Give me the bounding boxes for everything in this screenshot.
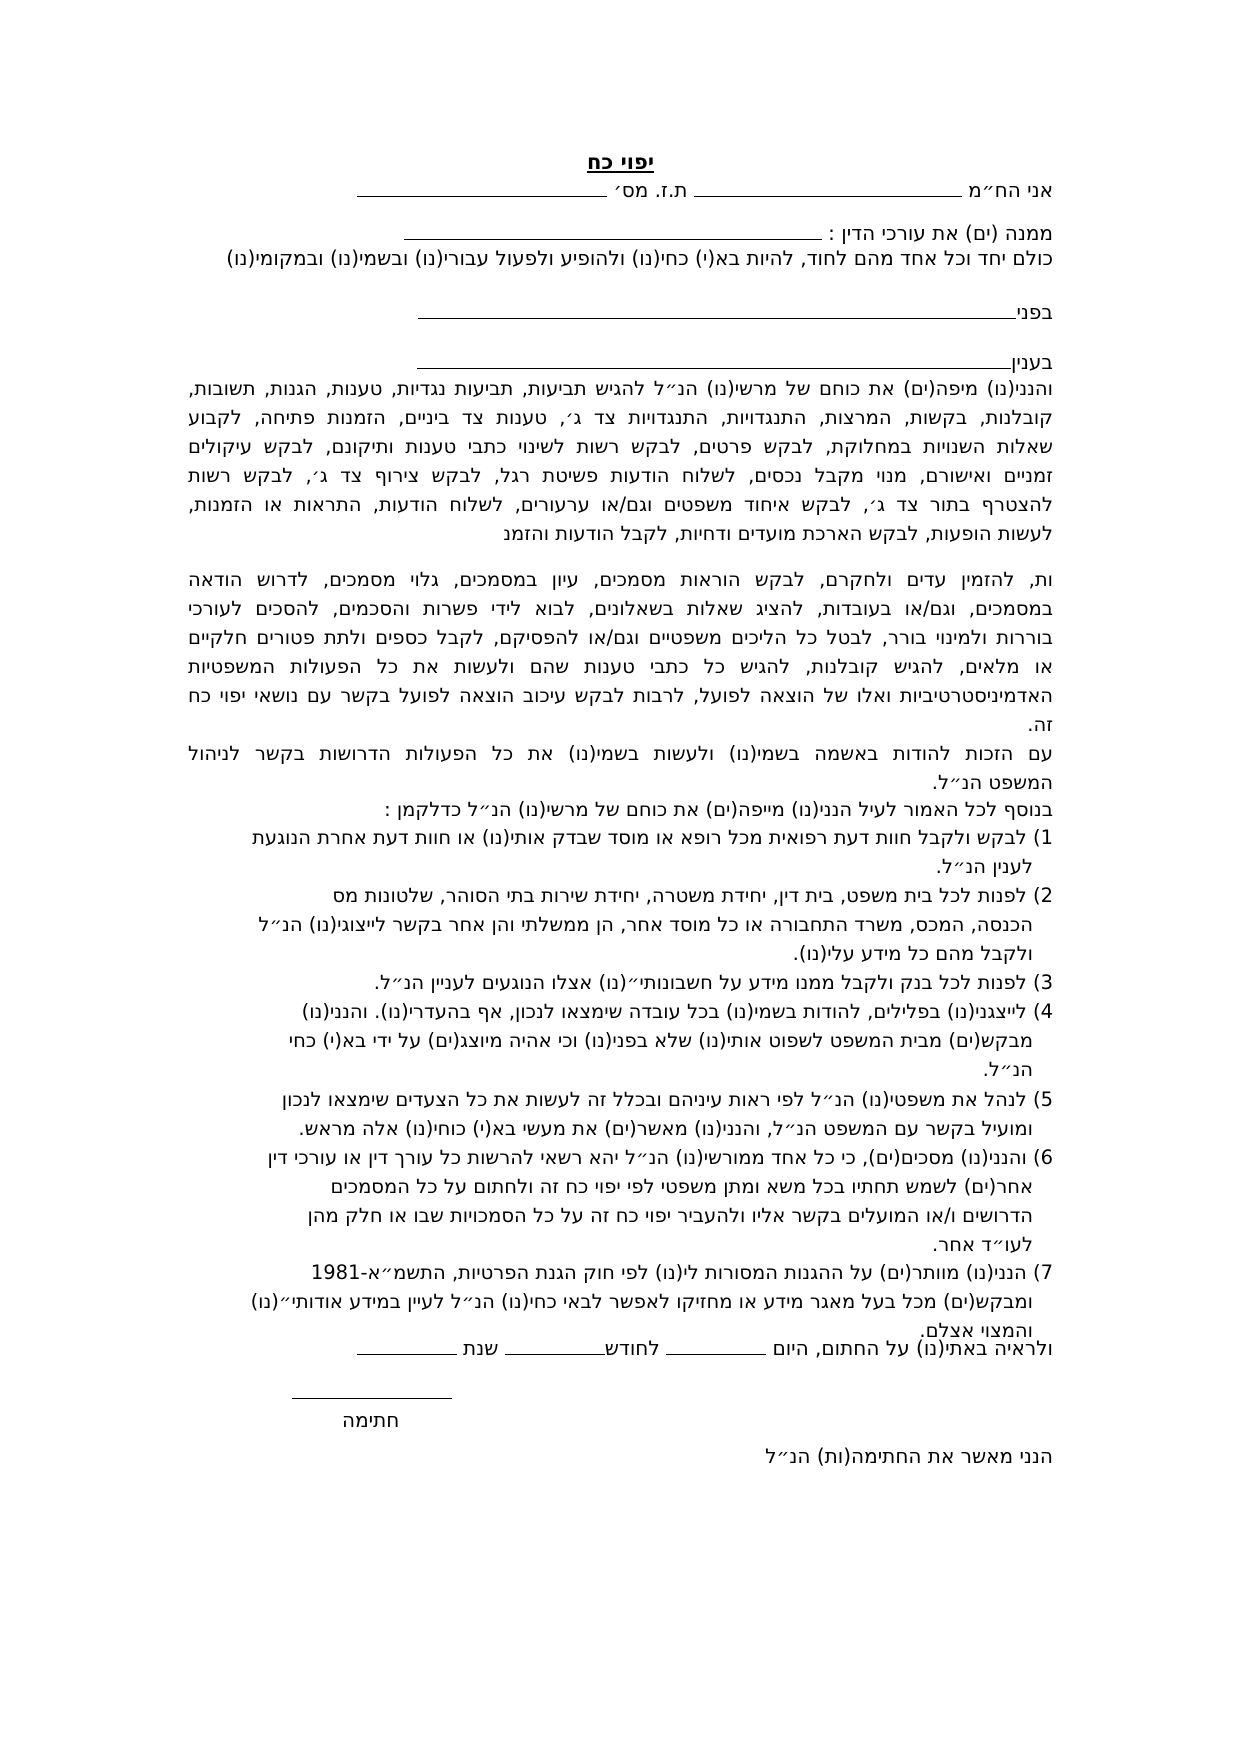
- paragraph-line: המשפט הנ״ל.: [931, 771, 1053, 794]
- paragraph-line: זה.: [1027, 713, 1053, 736]
- signature-label: חתימה: [342, 1408, 400, 1432]
- signature-line[interactable]: [292, 1398, 452, 1399]
- item-line: ומועיל בקשר עם המשפט הנ״ל, והנני(נו) מאשר(ים) את מעשי בא(י) כוחי(נו) אלה מראש.: [298, 1117, 1033, 1140]
- item-text: לפנות לכל בנק ולקבל ממנו מידע על חשבונותי״(נו) אצלו הנוגעים לעניין הנ״ל.: [373, 971, 1027, 994]
- list-item: [233, 1258, 1053, 1345]
- matter-label: בענין: [1010, 350, 1053, 374]
- item-text: לפנות לכל בית משפט, בית דין, יחידת משטרה, יחידת שירות בתי הסוהר, שלטונות מס: [332, 884, 1027, 907]
- item-number: 2): [1032, 884, 1053, 907]
- list-item: [233, 1143, 1053, 1259]
- item-line: הדרושים ו/או המועלים בקשר אליו ולהעביר יפוי כח זה על כל הסמכויות שבו או חלק מהן: [307, 1204, 1033, 1227]
- item-line: [233, 1258, 1053, 1287]
- appoint-label: ממנה (ים) את עורכי הדין :: [828, 221, 1053, 245]
- item-number: 1): [1032, 826, 1053, 849]
- item-number: 3): [1032, 971, 1053, 994]
- list-item: [233, 823, 1053, 881]
- item-text: הנני(נו) מוותר(ים) על ההגנות המסורות לי(נו) לפי חוק הגנת הפרטיות, התשמ״א-1981: [310, 1261, 1027, 1284]
- item-line: [233, 1143, 1053, 1172]
- paragraph-line: קובלנות, בקשות, המרצות, התנגדויות, התנגדויות צד ג׳, טענות צד ביניים, הזמנות פתיחה, לקבוע: [188, 406, 1053, 429]
- document-title: יפוי כח: [586, 150, 655, 174]
- item-text: לייצגני(נו) בפלילים, להודות בשמי(נו) בכל עובדה שימצאו לנכון, אף בהעדרי(נו). והנני(נו): [301, 1000, 1027, 1023]
- grantor-name-blank[interactable]: [694, 176, 962, 197]
- matter-blank[interactable]: [417, 348, 1011, 369]
- item-line: לענין הנ״ל.: [935, 855, 1033, 878]
- paragraph-line: שאלות השנויות במחלוקת, לבקש פרטים, לבקש רשות לשינוי כתבי טענות ותיקונם, לבקש עיקולים: [188, 435, 1053, 458]
- item-line: [233, 997, 1053, 1026]
- grantor-line: [357, 176, 1053, 203]
- item-line: מבקש(ים) מבית המשפט לשפוט אותי(נו) שלא בפני(נו) וכי אהיה מיוצג(ים) על ידי בא(י) כחי: [288, 1029, 1033, 1052]
- item-line: לעו״ד אחר.: [932, 1233, 1033, 1256]
- paragraph-line: לעשות הופעות, לבקש הארכת מועדים ודחיות, לקבל הודעות והזמנ: [503, 522, 1053, 545]
- powers-paragraph-3: [188, 739, 1053, 797]
- item-text: לבקש ולקבל חוות דעת רפואית מכל רופא או מוסד שבדק אותי(נו) או חוות דעת אחרת הנוגעת: [252, 826, 1027, 849]
- item-line: [233, 823, 1053, 852]
- before-line: [418, 298, 1053, 325]
- matter-line: [417, 348, 1053, 375]
- paragraph-line: זמניים ואישורם, מנוי מקבל נכסים, לשלוח הודעות פשיטת רגל, לבקש צירוף צד ג׳, לבקש רשות: [188, 464, 1053, 487]
- before-blank[interactable]: [418, 298, 1016, 319]
- item-line: ולקבל מהם כל מידע עלי(נו).: [792, 942, 1033, 965]
- powers-paragraph-1: [188, 374, 1053, 548]
- paragraph-line: ות, להזמין עדים ולחקרם, לבקש הוראות מסמכים, עיון במסמכים, גלוי מסמכים, לדרוש הודאה: [188, 568, 1053, 591]
- year-label: שנת: [463, 1336, 499, 1360]
- item-line: הנ״ל.: [982, 1058, 1033, 1081]
- year-blank[interactable]: [357, 1334, 457, 1355]
- powers-paragraph-2: [188, 565, 1053, 739]
- paragraph-line: במסמכים, וגם/או בעובדות, להציג שאלות בשאלונים, לבוא לידי פשרות והסכמים, להסכים לעורכי: [188, 597, 1053, 620]
- item-number: 6): [1032, 1146, 1053, 1169]
- grantor-label: אני הח״מ: [968, 178, 1053, 202]
- paragraph-line: או מלאים, להגיש קובלנות, להגיש כל כתבי טענות שהם ולעשות את כל הפעולות המשפטיות: [188, 655, 1053, 678]
- day-blank[interactable]: [666, 1334, 766, 1355]
- id-number-blank[interactable]: [357, 176, 607, 197]
- list-item: [233, 881, 1053, 968]
- appoint-line: [404, 219, 1053, 246]
- list-item: [233, 1085, 1053, 1143]
- list-item: [233, 997, 1053, 1084]
- certification-line: הנני מאשר את החתימה(ות) הנ״ל: [765, 1444, 1053, 1468]
- item-text: לנהל את משפטי(נו) הנ״ל לפי ראות עיניהם ובכלל זה לעשות את כל הצעדים שימצאו לנכון: [281, 1088, 1027, 1111]
- item-number: 4): [1032, 1000, 1053, 1023]
- id-label: ת.ז. מס׳: [613, 178, 688, 202]
- item-line: [233, 881, 1053, 910]
- item-number: 7): [1032, 1261, 1053, 1284]
- month-label: לחודש: [604, 1336, 660, 1360]
- authority-line: כולם יחד וכל אחד מהם לחוד, להיות בא(י) כחי(נו) ולהופיע ולפעול עבורי(נו) ובשמי(נו) ובמקומי(נו): [226, 246, 1053, 270]
- item-line: ומבקש(ים) מכל בעל מאגר מידע או מחזיקו לאפשר לבאי כחי(נו) הנ״ל לעיין במידע אודותי״(נו): [250, 1290, 1033, 1313]
- item-line: אחר(ים) לשמש תחתיו בכל משא ומתן משפטי לפי יפוי כח זה ולחתום על כל המסמכים: [330, 1175, 1033, 1198]
- witness-line: [357, 1334, 1053, 1361]
- witness-label: ולראיה באתי(נו) על החתום, היום: [772, 1336, 1053, 1360]
- list-item: [233, 968, 1053, 997]
- paragraph-line: האדמיניסטרטיביות ואלו של הוצאה לפועל, לרבות לבקש עיכוב הוצאה לפועל בקשר עם נושאי יפוי כח: [188, 684, 1053, 707]
- item-line: [233, 1085, 1053, 1114]
- list-intro: בנוסף לכל האמור לעיל הנני(נו) מייפה(ים) את כוחם של מרשי(נו) הנ״ל כדלקמן :: [384, 798, 1053, 821]
- lawyers-names-blank[interactable]: [404, 219, 822, 240]
- month-blank[interactable]: [505, 1334, 605, 1355]
- item-text: והנני(נו) מסכים(ים), כי כל אחד ממורשי(נו) הנ״ל יהא רשאי להרשות כל עורך דין או עורכי דין: [267, 1146, 1027, 1169]
- item-line: [233, 968, 1053, 997]
- paragraph-line: בוררות ולמינוי בורר, לבטל כל הליכים משפטיים וגם/או להפסיקם, לקבל כספים ולתת פטורים חלקיים: [188, 626, 1053, 649]
- paragraph-line: והנני(נו) מיפה(ים) את כוחם של מרשי(נו) הנ״ל להגיש תביעות, תביעות נגדיות, טענות, הגנות, תשובות,: [188, 377, 1053, 400]
- before-label: בפני: [1016, 300, 1053, 324]
- item-line: הכנסה, המכס, משרד התחבורה או כל מוסד אחר, הן ממשלתי והן אחר בקשר לייצוגי(נו) הנ״ל: [258, 913, 1033, 936]
- paragraph-line: להצטרף בתור צד ג׳, לבקש איחוד משפטים וגם/או ערעורים, לשלוח הודעות, התראות או הזמנות,: [188, 493, 1053, 516]
- paragraph-line: עם הזכות להודות באשמה בשמי(נו) ולעשות בשמי(נו) את כל הפעולות הדרושות בקשר לניהול: [188, 742, 1053, 765]
- item-line: והמצוי אצלם.: [919, 1319, 1033, 1342]
- item-number: 5): [1032, 1088, 1053, 1111]
